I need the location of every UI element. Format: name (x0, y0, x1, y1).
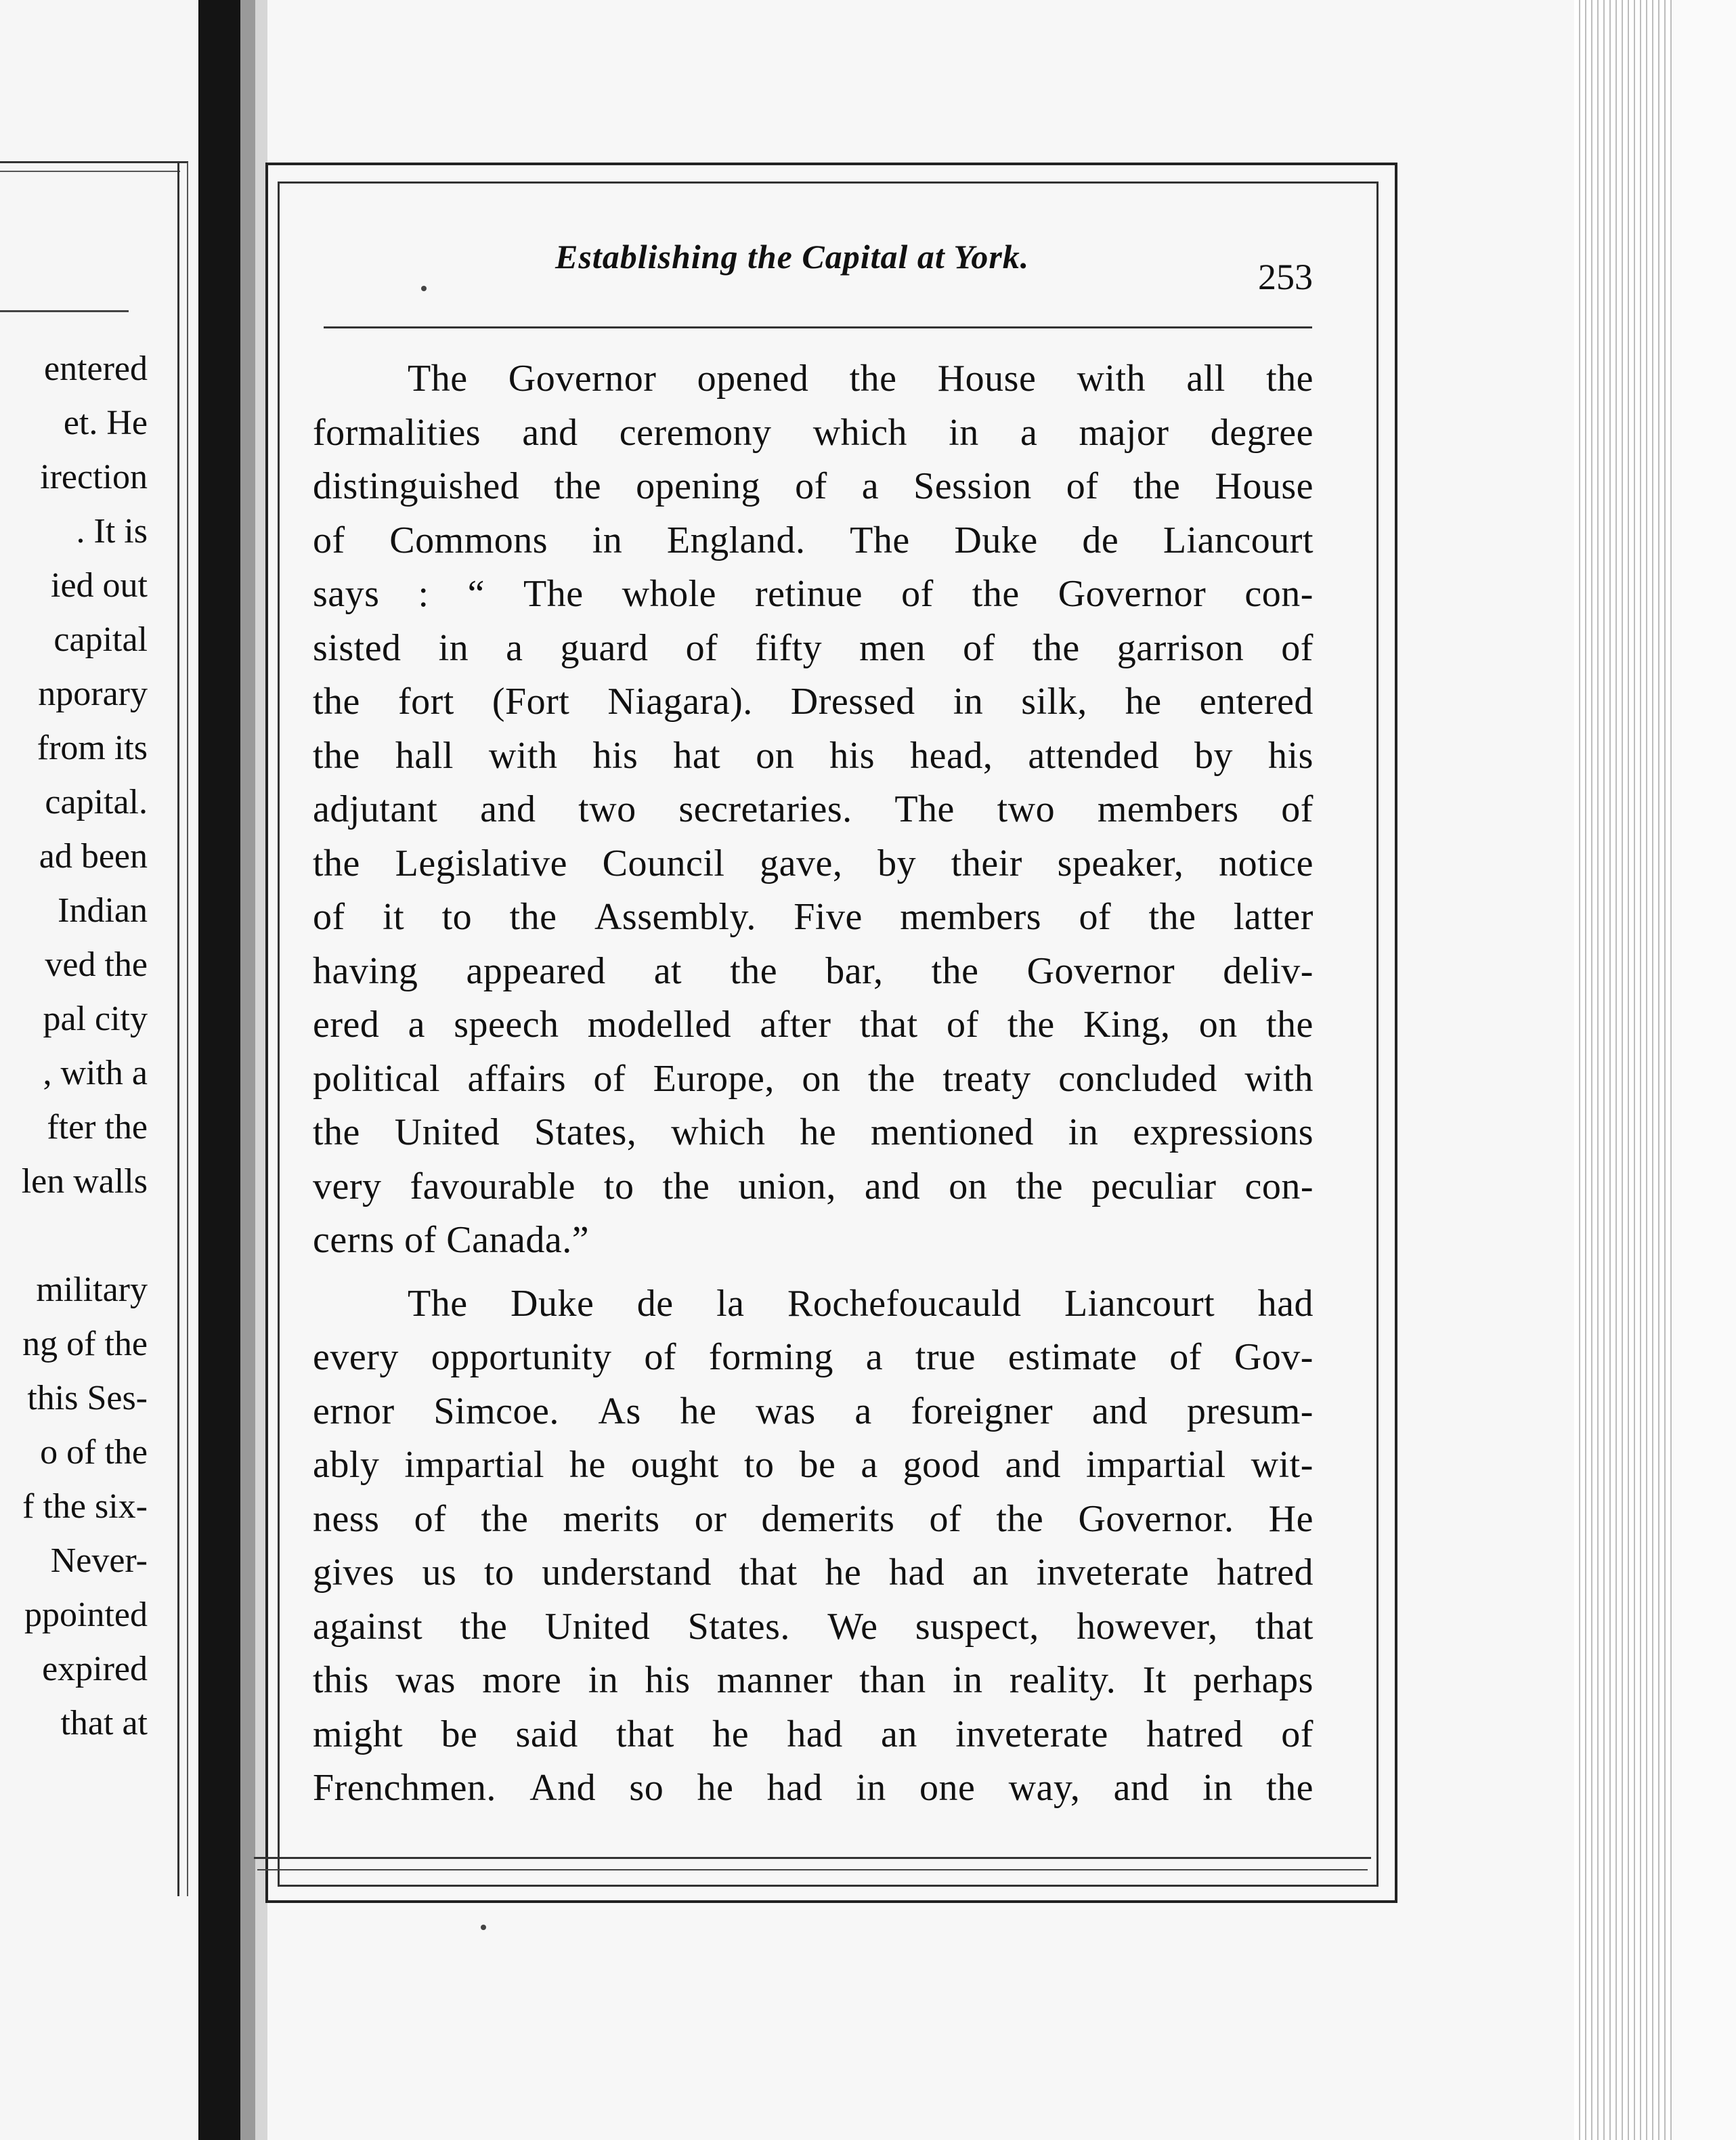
text-line: ernor Simcoe. As he was a foreigner and presum- (313, 1390, 1314, 1432)
paragraph (313, 1277, 1314, 1816)
previous-page-line: , with a (43, 1054, 148, 1092)
previous-page-text (0, 342, 148, 1751)
page-body-text (313, 352, 1314, 1816)
text-line: political affairs of Europe, on the treaty concluded with (313, 1057, 1314, 1100)
book-gutter (240, 0, 255, 2140)
running-head-rule (324, 326, 1312, 328)
previous-page-line: len walls (21, 1162, 148, 1201)
text-line: of Commons in England. The Duke de Liancourt (313, 519, 1314, 561)
previous-page-line: nporary (38, 675, 148, 713)
previous-page-frame-right-outer (187, 163, 188, 1896)
previous-page-line: et. He (63, 404, 148, 442)
text-line: the fort (Fort Niagara). Dressed in silk, he entered (313, 681, 1314, 723)
previous-page-line: capital (53, 620, 148, 659)
text-line: gives us to understand that he had an inveterate hatred (313, 1551, 1314, 1593)
text-line: very favourable to the union, and on the peculiar con- (313, 1165, 1314, 1207)
previous-page-line: expired (42, 1650, 148, 1688)
previous-page-line (0, 1209, 148, 1263)
page-number: 253 (1258, 257, 1313, 297)
text-line: might be said that he had an inveterate hatred of (313, 1713, 1314, 1755)
running-head: Establishing the Capital at York. (555, 238, 1030, 276)
text-line: ness of the merits or demerits of the Governor. He (313, 1497, 1314, 1540)
page-edges-outer (1672, 0, 1736, 2140)
previous-page-line: Indian (58, 891, 148, 930)
previous-page-line: that at (60, 1704, 148, 1742)
text-line: ably impartial he ought to be a good and impartial wit- (313, 1444, 1314, 1486)
text-line: the United States, which he mentioned in expressions (313, 1111, 1314, 1153)
text-line: adjutant and two secretaries. The two members of (313, 788, 1314, 830)
previous-page-head-rule (0, 310, 129, 312)
previous-page-line: from its (37, 729, 148, 767)
previous-page-line: ad been (39, 837, 148, 876)
previous-page-line: capital. (45, 783, 148, 821)
text-line: having appeared at the bar, the Governor deliv- (313, 949, 1314, 992)
previous-page-line: ved the (45, 945, 148, 984)
text-line: The Governor opened the House with all the (408, 358, 1314, 400)
previous-page-line: Never- (50, 1541, 148, 1580)
paragraph (313, 352, 1314, 1268)
text-line: sisted in a guard of fifty men of the garrison of (313, 626, 1314, 669)
text-line: against the United States. We suspect, however, that (313, 1605, 1314, 1648)
paragraph-gap (313, 1268, 1314, 1277)
previous-page (0, 0, 203, 2140)
text-line: distinguished the opening of a Session of the House (313, 465, 1314, 507)
text-line: The Duke de la Rochefoucauld Liancourt had (408, 1282, 1314, 1325)
previous-page-line: ied out (51, 566, 148, 605)
previous-page-line: entered (43, 349, 148, 388)
previous-page-line: this Ses- (27, 1379, 148, 1417)
previous-page-line: ng of the (22, 1325, 148, 1363)
ink-speck (421, 286, 427, 291)
previous-page-line: o of the (40, 1433, 148, 1472)
previous-page-line: pal city (43, 1000, 148, 1038)
previous-page-frame-top (0, 161, 188, 163)
book-spine-shadow (198, 0, 240, 2140)
page-foot-rule-inner (257, 1869, 1368, 1870)
text-line: every opportunity of forming a true estimate of Gov- (313, 1336, 1314, 1378)
ink-speck (481, 1925, 486, 1930)
text-line: of it to the Assembly. Five members of the latter (313, 896, 1314, 938)
previous-page-frame-right (177, 163, 179, 1896)
text-line: this was more in his manner than in reality. It perhaps (313, 1659, 1314, 1701)
text-line: ered a speech modelled after that of the King, on the (313, 1004, 1314, 1046)
text-line: formalities and ceremony which in a major degree (313, 411, 1314, 454)
previous-page-line: . It is (76, 512, 148, 551)
previous-page-line: military (36, 1270, 148, 1309)
previous-page-line: fter the (47, 1108, 148, 1147)
previous-page-line: irection (40, 458, 148, 496)
previous-page-frame-top-inner (0, 171, 180, 172)
text-line: Frenchmen. And so he had in one way, and in the (313, 1767, 1314, 1809)
page-foot-rule (254, 1857, 1371, 1859)
text-line: the Legislative Council gave, by their speaker, notice (313, 842, 1314, 884)
text-line: says : “ The whole retinue of the Governor con- (313, 573, 1314, 615)
previous-page-line: f the six- (22, 1487, 148, 1526)
text-line: cerns of Canada.” (313, 1219, 590, 1261)
previous-page-line: ppointed (24, 1596, 148, 1634)
text-line: the hall with his hat on his head, attended by his (313, 734, 1314, 777)
